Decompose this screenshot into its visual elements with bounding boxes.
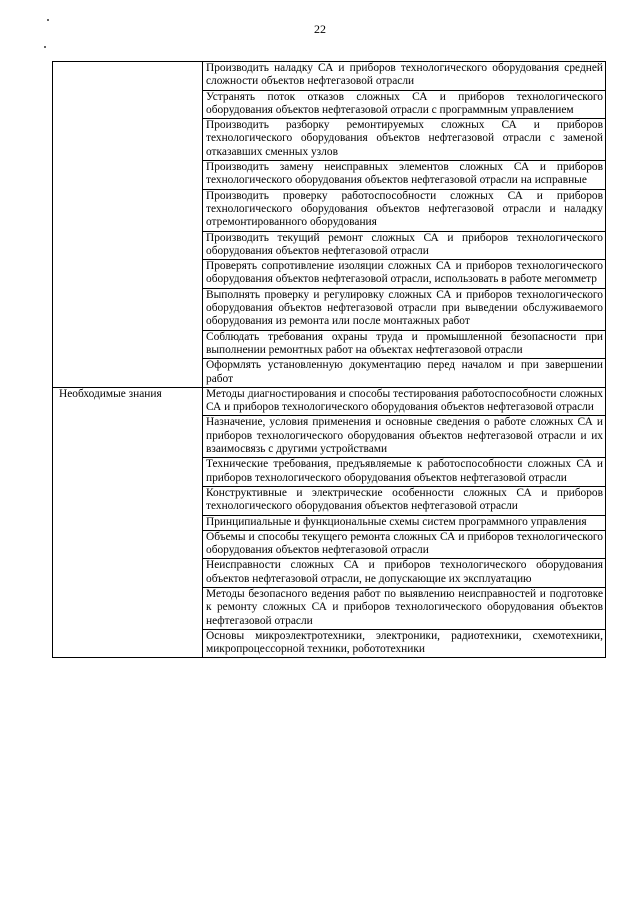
table-cell: Проверять сопротивление изоляции сложных СА и приборов технологического оборудования объектов нефтегазовой отрасли, использовать в работе мегомметр — [203, 260, 606, 289]
table-row — [53, 387, 606, 416]
table-cell: Устранять поток отказов сложных СА и приборов технологического оборудования объектов нефтегазовой отрасли с программным управлением — [203, 90, 606, 119]
table-cell: Объемы и способы текущего ремонта сложных СА и приборов технологического оборудования объектов нефтегазовой отрасли — [203, 530, 606, 559]
table-cell: Производить замену неисправных элементов сложных СА и приборов технологического оборудования объектов нефтегазовой отрасли на исправные — [203, 161, 606, 190]
table-cell: Методы безопасного ведения работ по выявлению неисправностей и подготовке к ремонту сложных СА и приборов технологического оборудования объектов нефтегазовой отрасли — [203, 587, 606, 629]
requirements-table — [52, 61, 606, 658]
scan-speck — [44, 46, 46, 48]
table-cell: Производить наладку СА и приборов технологического оборудования средней сложности объектов нефтегазовой отрасли — [203, 62, 606, 91]
scan-speck — [47, 19, 49, 21]
knowledge-label: Необходимые знания — [53, 387, 203, 658]
table-cell: Назначение, условия применения и основные сведения о работе сложных СА и приборов технологического оборудования объектов нефтегазовой отрасли и их взаимосвязь с другими устройствами — [203, 416, 606, 458]
table-row — [53, 62, 606, 91]
table-cell: Принципиальные и функциональные схемы систем программного управления — [203, 515, 606, 530]
table-cell: Оформлять установленную документацию перед началом и при завершении работ — [203, 359, 606, 388]
table-cell: Неисправности сложных СА и приборов технологического оборудования объектов нефтегазовой отрасли, не допускающие их эксплуатацию — [203, 559, 606, 588]
table-cell: Производить разборку ремонтируемых сложных СА и приборов технологического оборудования объектов нефтегазовой отрасли с заменой отказавших сменных узлов — [203, 119, 606, 161]
page-number: 22 — [314, 22, 326, 36]
table-cell: Конструктивные и электрические особенности сложных СА и приборов технологического оборудования объектов нефтегазовой отрасли — [203, 486, 606, 515]
table-cell: Технические требования, предъявляемые к работоспособности сложных СА и приборов технологического оборудования объектов нефтегазовой отрасли — [203, 458, 606, 487]
labor-actions-label-cell-empty — [53, 62, 203, 388]
table-cell: Соблюдать требования охраны труда и промышленной безопасности при выполнении ремонтных работ на объектах нефтегазовой отрасли — [203, 330, 606, 359]
table-cell: Основы микроэлектротехники, электроники, радиотехники, схемотехники, микропроцессорной техники, робототехники — [203, 629, 606, 658]
table-cell: Выполнять проверку и регулировку сложных СА и приборов технологического оборудования объектов нефтегазовой отрасли при выведении обслуживаемого оборудования из ремонта или после монтажных работ — [203, 288, 606, 330]
table-cell: Методы диагностирования и способы тестирования работоспособности сложных СА и приборов технологического оборудования объектов нефтегазовой отрасли — [203, 387, 606, 416]
table-cell: Производить проверку работоспособности сложных СА и приборов технологического оборудования объектов нефтегазовой отрасли и наладку отремонтированного оборудования — [203, 189, 606, 231]
table-cell: Производить текущий ремонт сложных СА и приборов технологического оборудования объектов нефтегазовой отрасли — [203, 231, 606, 260]
